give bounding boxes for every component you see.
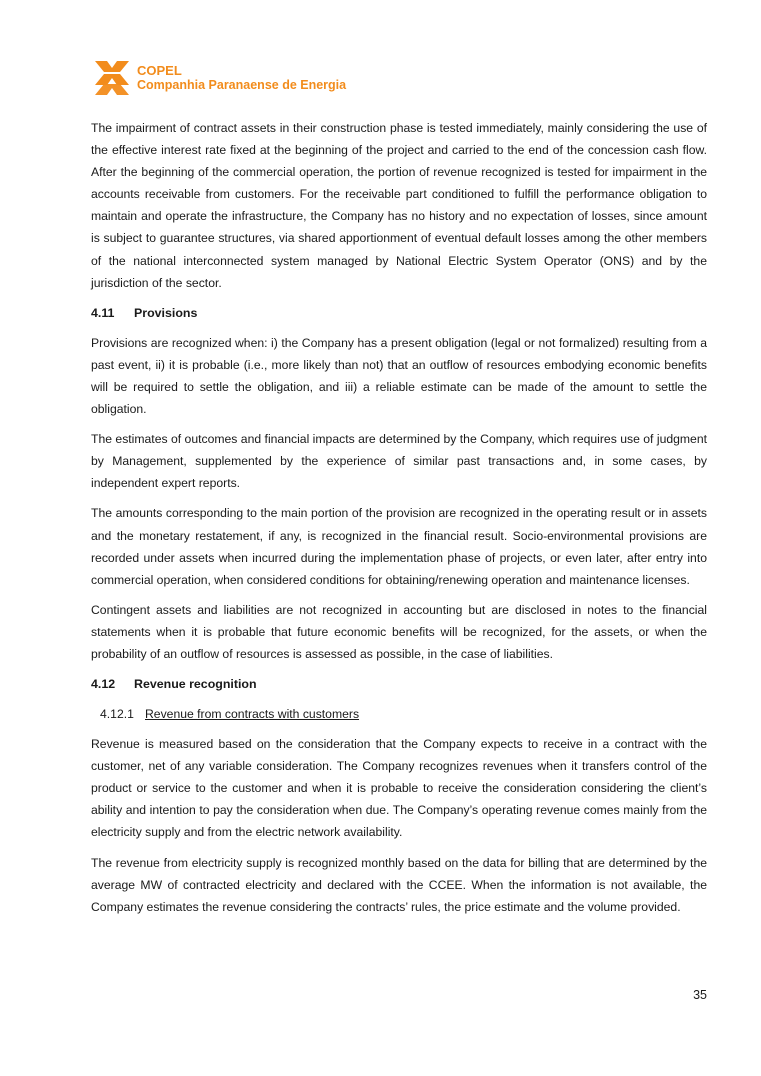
section-number: 4.12 — [91, 677, 116, 692]
page-header — [93, 59, 346, 97]
subsection-heading-revenue-contracts — [100, 703, 707, 725]
paragraph-revenue-1: Revenue is measured based on the consideration that the Company expects to receive in a contract with the customer, net of any variable consideration. The Company recognizes revenues when it transfers control of the product or service to the customer and when it is probable to receive the consideration considering the client’s ability and intention to pay the consideration when due. The Company’s operating revenue comes mainly from the electricity supply and from the electric network availability. — [91, 737, 707, 840]
paragraph-provisions-2: The estimates of outcomes and financial impacts are determined by the Company, which requires use of judgment by Management, supplemented by the experience of similar past transactions and, in some cases, by independent expert reports. — [91, 432, 707, 491]
section-title: Provisions — [134, 305, 198, 320]
company-name: Companhia Paranaense de Energia — [137, 78, 347, 92]
logo-name: COPEL — [137, 63, 182, 78]
subsection-number: 4.12.1 — [100, 707, 134, 722]
paragraph-provisions-1: Provisions are recognized when: i) the Company has a present obligation (legal or not formalized) resulting from a past event, ii) it is probable (i.e., more likely than not) that an outflow of resources embodying economic benefits will be required to settle the obligation, and iii) a reliable estimate can be made of the amount to settle the obligation. — [91, 335, 707, 417]
page-number: 35 — [693, 988, 707, 1002]
document-body — [91, 117, 707, 926]
paragraph-provisions-3: The amounts corresponding to the main portion of the provision are recognized in the operating result or in assets and the monetary restatement, if any, is recognized in the financial result. Socio-environmental provisions are recorded under assets when incurred during the implementation phase of projects, or even later, after entry into commercial operation, when considered conditions for obtaining/renewing operation and maintenance licenses. — [91, 506, 707, 587]
paragraph-revenue-2: The revenue from electricity supply is recognized monthly based on the data for billing that are determined by the average MW of contracted electricity and declared with the CCEE. When the information is not available, the Company estimates the revenue considering the contracts’ rules, the price estimate and the volume provided. — [91, 855, 707, 914]
paragraph-provisions-4: Contingent assets and liabilities are not recognized in accounting but are disclosed in notes to the financial statements when it is probable that future economic benefits will be recognized, for the assets, or when the probability of an outflow of resources is assessed as possible, in the case of liabilities. — [91, 602, 707, 661]
section-heading-provisions — [91, 302, 707, 324]
section-number: 4.11 — [91, 305, 115, 320]
paragraph-impairment: The impairment of contract assets in their construction phase is tested immediately, mainly considering the use of the effective interest rate fixed at the beginning of the project and carried to the end of the concession cash flow. After the beginning of the commercial operation, the portion of revenue recognized is tested for impairment in the accounts receivable from customers. For the receivable part conditioned to fulfill the performance obligation to maintain and operate the infrastructure, the Company has no history and no expectation of losses, since amount is subject to guarantee structures, via shared apportionment of eventual default losses among the other members of the national interconnected system managed by National Electric System Operator (ONS) and by the jurisdiction of the sector. — [91, 121, 707, 290]
section-title: Revenue recognition — [134, 677, 257, 692]
section-heading-revenue — [91, 673, 707, 695]
subsection-title: Revenue from contracts with customers — [145, 707, 360, 722]
company-logo-text — [137, 64, 346, 92]
copel-logo-icon — [93, 59, 131, 97]
